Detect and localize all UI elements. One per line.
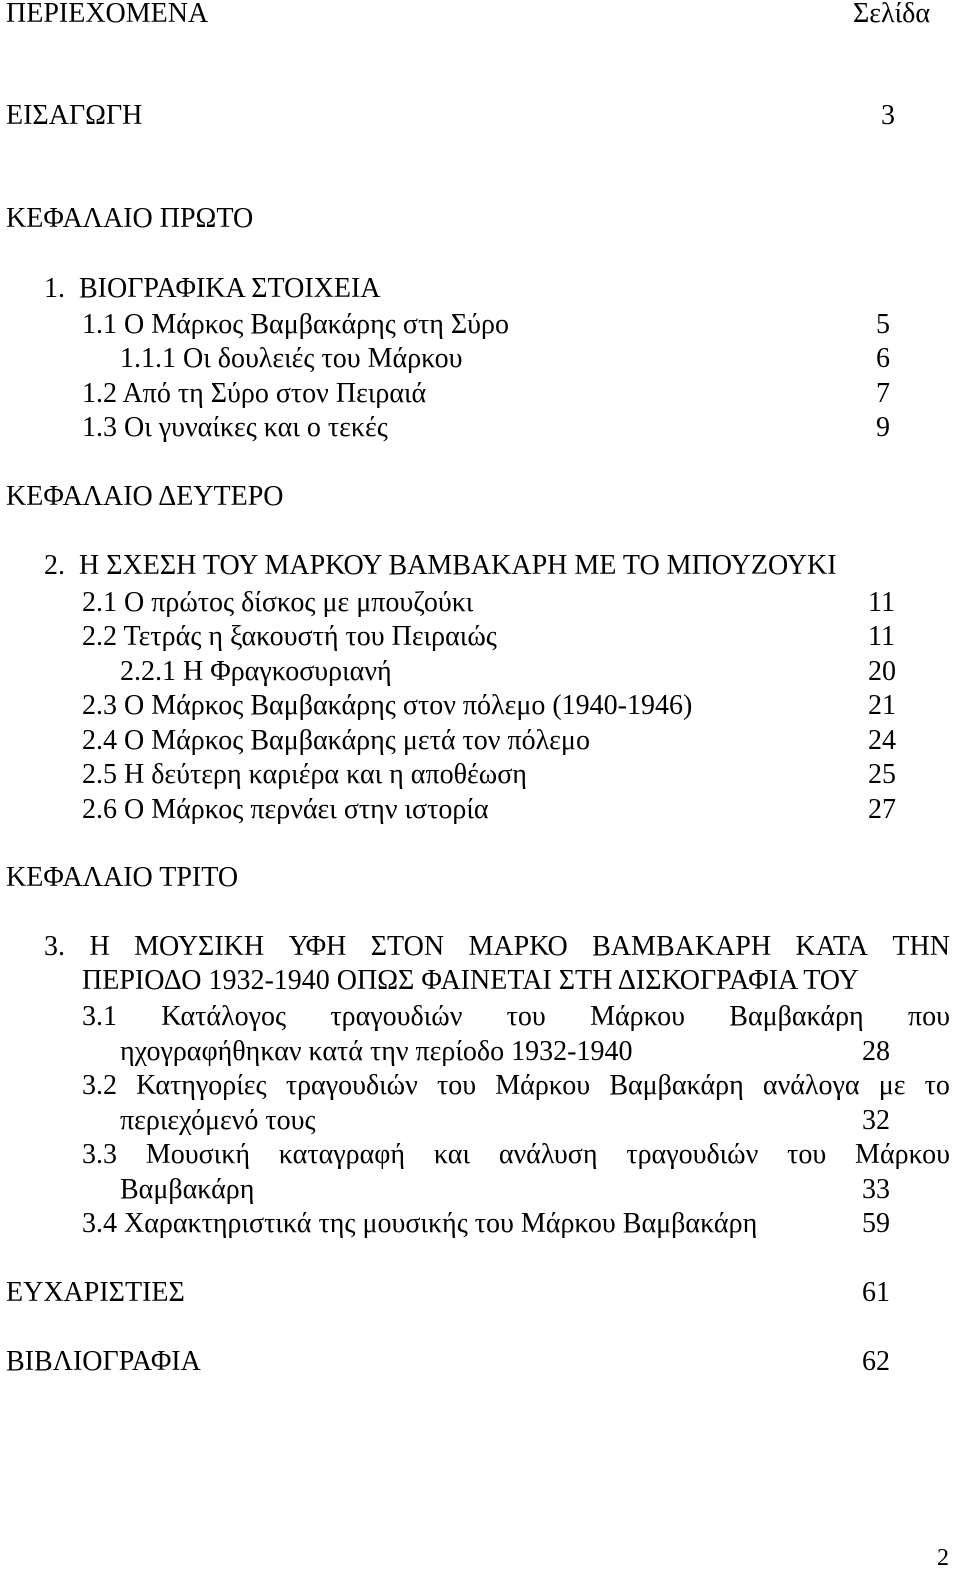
toc-entry-title: 3.3 Μουσική καταγραφή και ανάλυση τραγουδιών του Μάρκου — [82, 1139, 950, 1170]
toc-entry-title: 2.1 Ο πρώτος δίσκος με μπουζούκι — [82, 587, 474, 618]
chapter3-heading: ΚΕΦΑΛΑΙΟ ΤΡΙΤΟ — [6, 862, 239, 893]
footer-page-number: 2 — [937, 1545, 949, 1571]
chapter1-section: 1. ΒΙΟΓΡΑΦΙΚΑ ΣΤΟΙΧΕΙΑ — [44, 273, 381, 304]
toc-entry-title: 2.3 Ο Μάρκος Βαμβακάρης στον πόλεμο (1940-1946) — [82, 690, 693, 721]
toc-entry-page: 32 — [862, 1105, 890, 1136]
toc-entry-title: 2.6 Ο Μάρκος περνάει στην ιστορία — [82, 794, 489, 825]
acknowledgements-title: ΕΥΧΑΡΙΣΤΙΕΣ — [6, 1277, 185, 1308]
toc-entry-page: 27 — [868, 794, 896, 825]
toc-entry-title-cont: ηχογραφήθηκαν κατά την περίοδο 1932-1940 — [120, 1036, 633, 1067]
chapter2-section: 2. Η ΣΧΕΣΗ ΤΟΥ ΜΑΡΚΟΥ ΒΑΜΒΑΚΑΡΗ ΜΕ ΤΟ ΜΠΟΥΖΟΥΚΙ — [44, 550, 837, 581]
toc-entry-page: 20 — [868, 656, 896, 687]
toc-entry-title: 3.2 Κατηγορίες τραγουδιών του Μάρκου Βαμβακάρη ανάλογα με το — [82, 1070, 950, 1101]
toc-entry-page: 24 — [868, 725, 896, 756]
toc-entry-title: 3.1 Κατάλογος τραγουδιών του Μάρκου Βαμβακάρη που — [82, 1001, 950, 1032]
toc-entry-title: 1.1 Ο Μάρκος Βαμβακάρης στη Σύρο — [82, 309, 509, 340]
chapter2-heading: ΚΕΦΑΛΑΙΟ ΔΕΥΤΕΡΟ — [6, 481, 284, 512]
toc-entry-title-cont: Βαμβακάρη — [120, 1174, 255, 1205]
chapter3-section-line1: 3. Η ΜΟΥΣΙΚΗ ΥΦΗ ΣΤΟΝ ΜΑΡΚΟ ΒΑΜΒΑΚΑΡΗ ΚΑΤΑ ΤΗΝ — [44, 931, 950, 962]
toc-heading: ΠΕΡΙΕΧΟΜΕΝΑ — [6, 0, 209, 29]
toc-entry-title: 1.3 Οι γυναίκες και ο τεκές — [82, 412, 388, 443]
chapter1-heading: ΚΕΦΑΛΑΙΟ ΠΡΩΤΟ — [6, 203, 254, 234]
toc-entry-page: 7 — [876, 378, 890, 409]
toc-entry-title: 1.1.1 Οι δουλειές του Μάρκου — [120, 343, 463, 374]
toc-entry-page: 11 — [868, 587, 895, 618]
toc-entry-page: 33 — [862, 1174, 890, 1205]
toc-entry-title: 3.4 Χαρακτηριστικά της μουσικής του Μάρκου Βαμβακάρη — [82, 1208, 758, 1239]
bibliography-title: ΒΙΒΛΙΟΓΡΑΦΙΑ — [6, 1346, 201, 1377]
toc-entry-page: 5 — [876, 309, 890, 340]
toc-entry-page: 28 — [862, 1036, 890, 1067]
toc-entry-title-cont: περιεχόμενό τους — [120, 1105, 316, 1136]
toc-entry-title: 1.2 Από τη Σύρο στον Πειραιά — [82, 378, 427, 409]
toc-entry-title: 2.2 Τετράς η ξακουστή του Πειραιώς — [82, 621, 497, 652]
toc-entry-page: 59 — [862, 1208, 890, 1239]
toc-entry-title: 2.4 Ο Μάρκος Βαμβακάρης μετά τον πόλεμο — [82, 725, 590, 756]
toc-entry-page: 11 — [868, 621, 895, 652]
toc-entry-title: 2.5 Η δεύτερη καριέρα και η αποθέωση — [82, 759, 527, 790]
intro-page: 3 — [881, 100, 895, 131]
toc-entry-page: 21 — [868, 690, 896, 721]
intro-title: ΕΙΣΑΓΩΓΗ — [6, 100, 143, 131]
toc-entry-page: 25 — [868, 759, 896, 790]
acknowledgements-page: 61 — [862, 1277, 890, 1308]
chapter3-section-line2: ΠΕΡΙΟΔΟ 1932-1940 ΟΠΩΣ ΦΑΙΝΕΤΑΙ ΣΤΗ ΔΙΣΚΟΓΡΑΦΙΑ ΤΟΥ — [82, 965, 859, 996]
toc-entry-page: 9 — [876, 412, 890, 443]
toc-entry-page: 6 — [876, 343, 890, 374]
bibliography-page: 62 — [862, 1346, 890, 1377]
page-column-label: Σελίδα — [853, 0, 931, 29]
toc-entry-title: 2.2.1 Η Φραγκοσυριανή — [120, 656, 392, 687]
